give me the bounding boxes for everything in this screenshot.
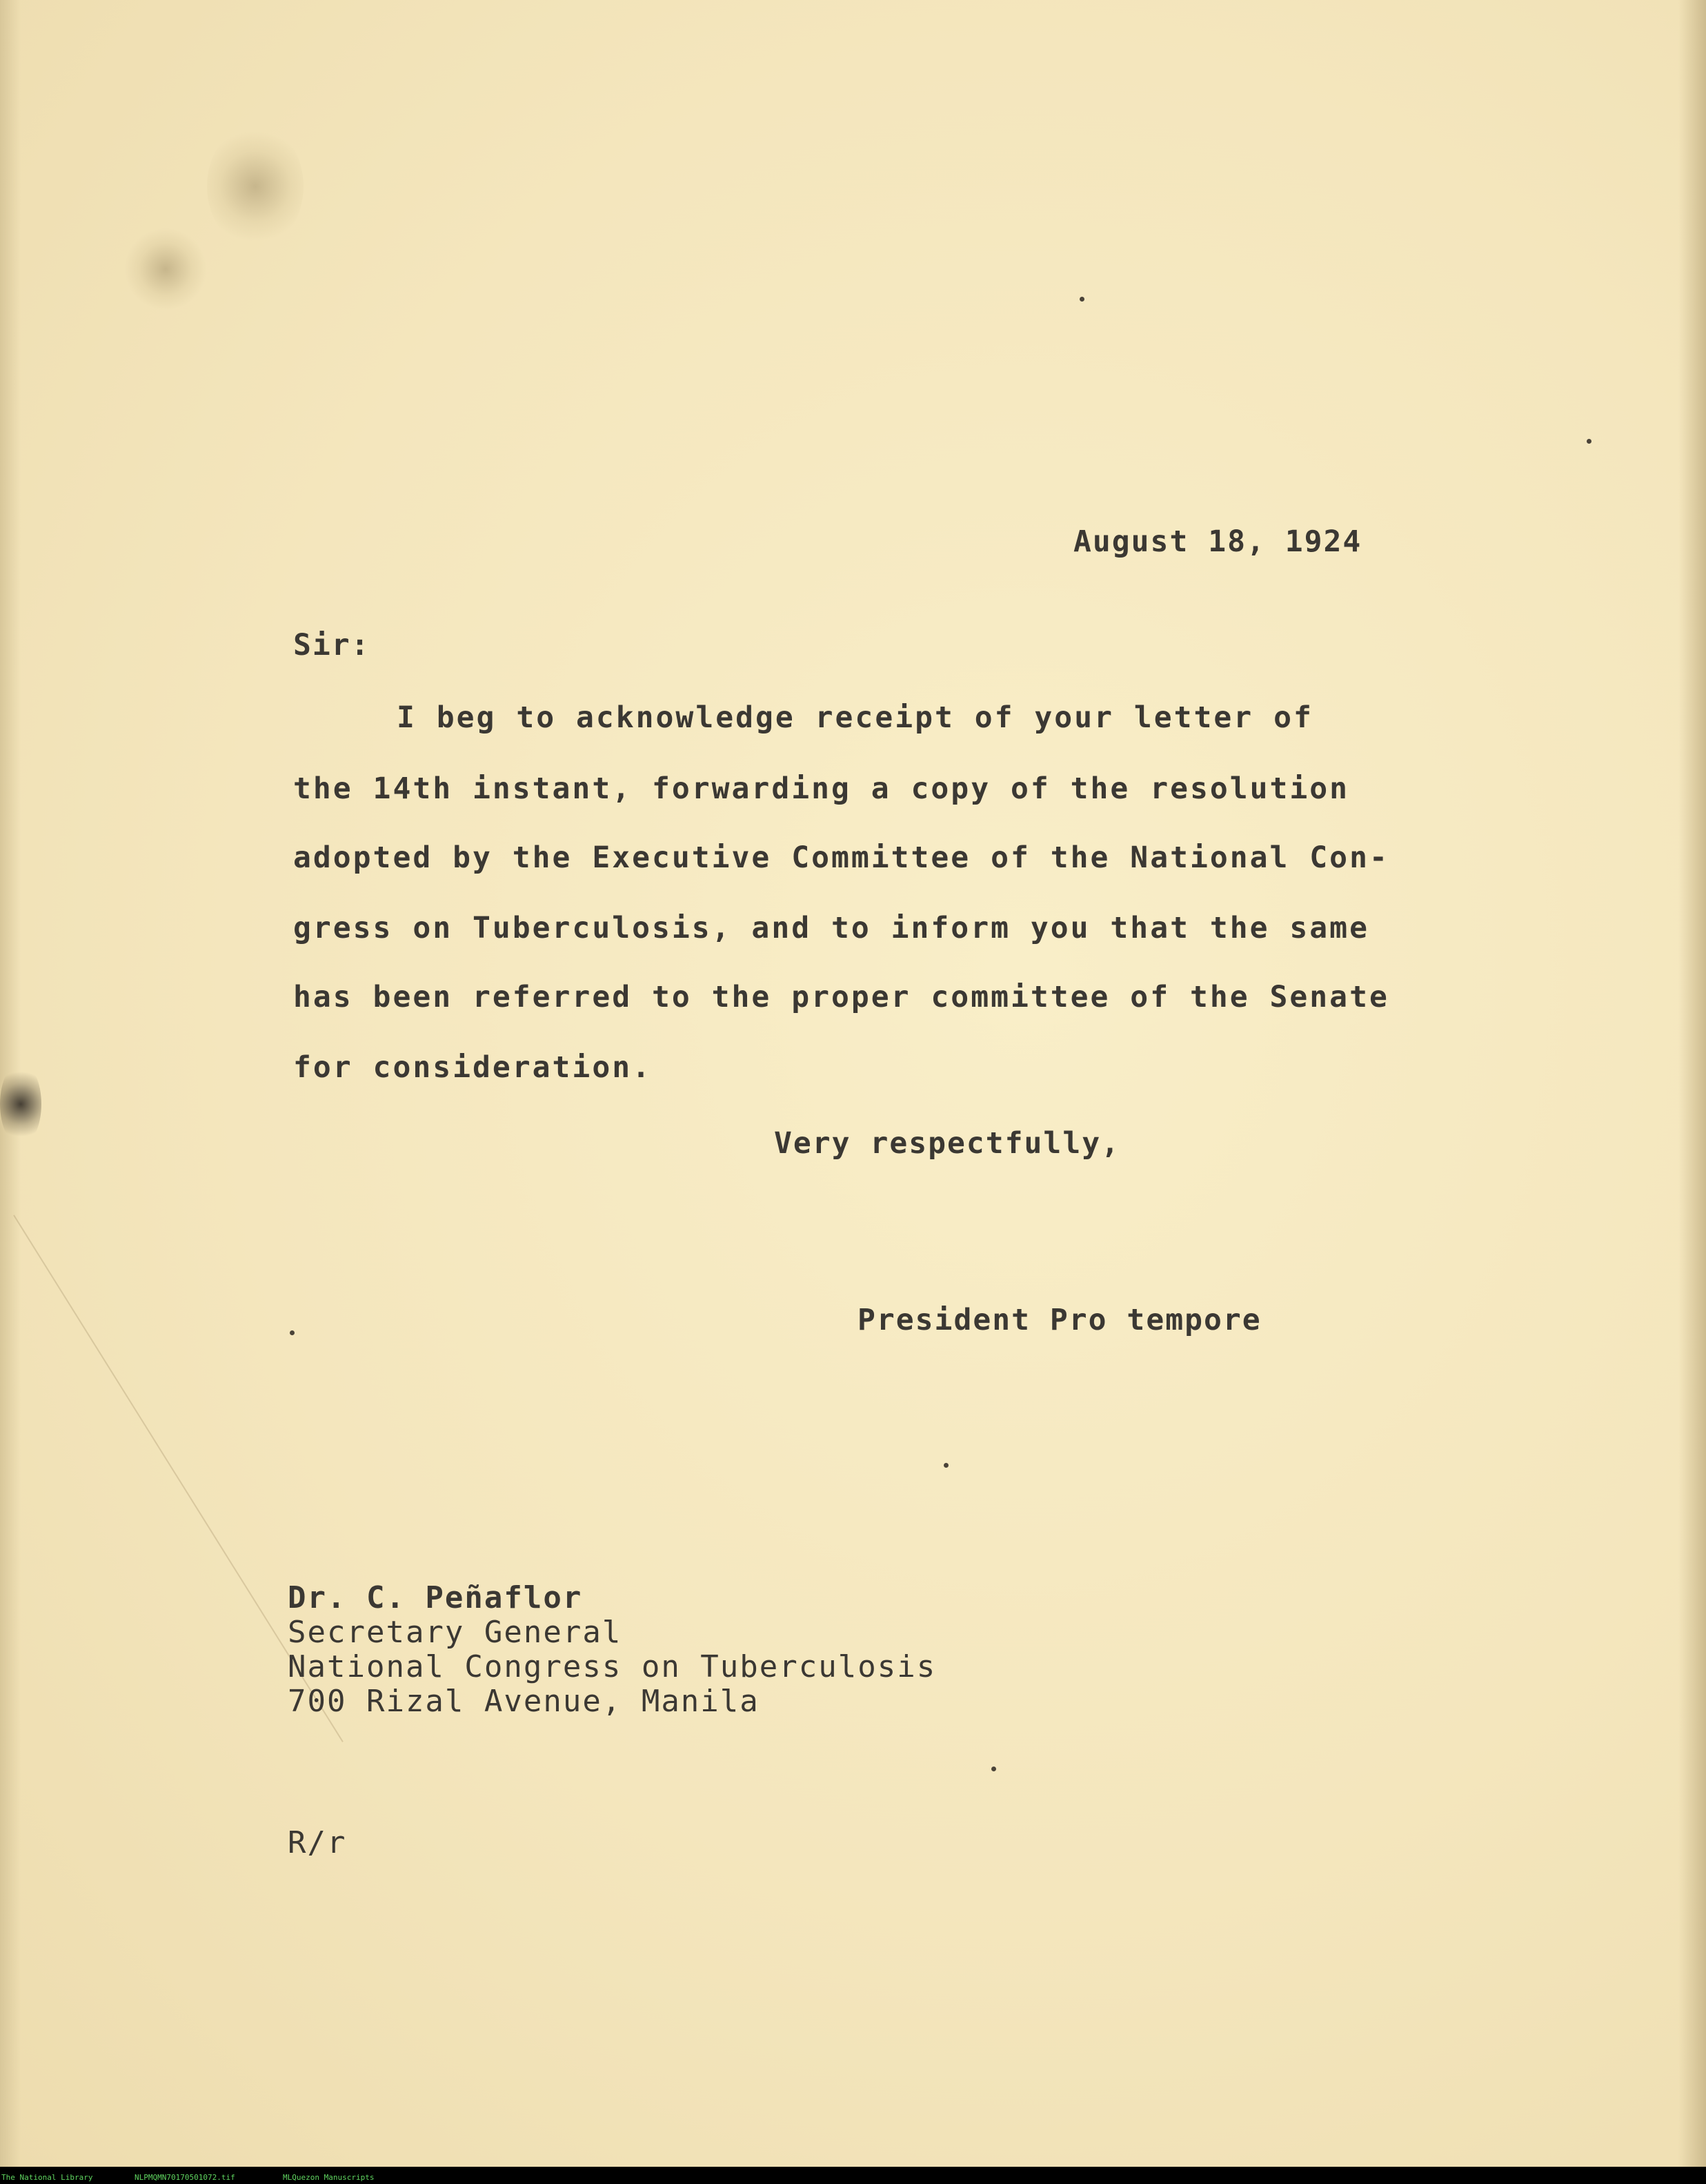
addressee-name: Dr. C. Peñaflor bbox=[288, 1580, 583, 1615]
letter-body-line: adopted by the Executive Committee of the National Con- bbox=[293, 840, 1389, 875]
addressee-organization: National Congress on Tuberculosis bbox=[288, 1649, 937, 1684]
letter-body-line: gress on Tuberculosis, and to inform you that the same bbox=[293, 911, 1369, 945]
letter-body-line: for consideration. bbox=[293, 1050, 652, 1085]
paper-stain bbox=[207, 124, 304, 248]
letter-body-line: has been referred to the proper committee of the Senate bbox=[293, 980, 1389, 1014]
paper-speck bbox=[1587, 439, 1591, 444]
paper-stain bbox=[124, 228, 207, 311]
addressee-address: 700 Rizal Avenue, Manila bbox=[288, 1684, 760, 1719]
paper-speck bbox=[290, 1330, 295, 1335]
page-edge-shadow-right bbox=[1678, 0, 1706, 2167]
paper-speck bbox=[991, 1767, 996, 1771]
scan-footer-bar bbox=[0, 2172, 1706, 2184]
footer-collection: MLQuezon Manuscripts bbox=[283, 2173, 375, 2182]
letter-date: August 18, 1924 bbox=[1073, 524, 1362, 559]
signature-title: President Pro tempore bbox=[857, 1303, 1262, 1337]
typist-initials: R/r bbox=[288, 1825, 347, 1860]
addressee-title: Secretary General bbox=[288, 1615, 622, 1650]
paper-speck bbox=[1080, 297, 1084, 302]
paper-speck bbox=[944, 1463, 949, 1468]
letter-closing: Very respectfully, bbox=[774, 1126, 1120, 1161]
paper-burn-mark bbox=[0, 1063, 41, 1145]
letter-body-line: I beg to acknowledge receipt of your letter of bbox=[397, 700, 1313, 735]
footer-library: The National Library bbox=[1, 2173, 93, 2182]
footer-file-name: NLPMQMN70170501072.tif bbox=[135, 2173, 235, 2182]
letter-salutation: Sir: bbox=[293, 628, 370, 662]
letter-body-line: the 14th instant, forwarding a copy of the resolution bbox=[293, 771, 1350, 806]
